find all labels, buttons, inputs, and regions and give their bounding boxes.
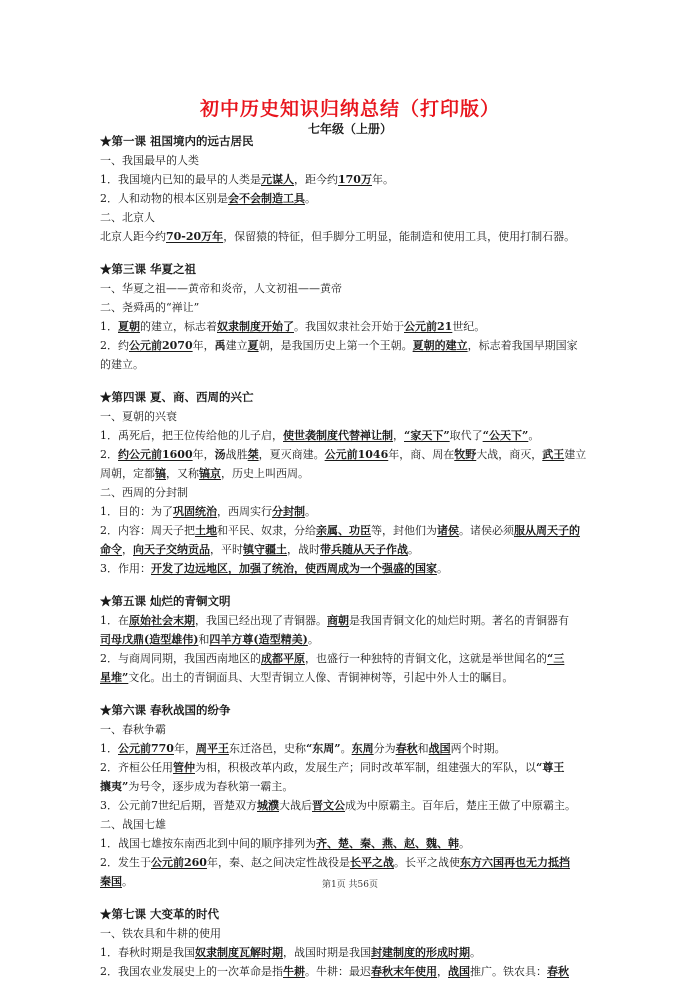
text-line: 1．夏朝的建立，标志着奴隶制度开始了。我国奴隶社会开始于公元前21世纪。 bbox=[100, 320, 486, 333]
document-subtitle: 七年级（上册） bbox=[307, 122, 392, 136]
text-line: 一、我国最早的人类 bbox=[100, 154, 199, 167]
text-line: 二、西周的分封制 bbox=[100, 486, 188, 499]
text-line: 一、夏朝的兴衰 bbox=[100, 410, 177, 423]
text-line: 周朝，定都镐，又称镐京，历史上叫西周。 bbox=[100, 467, 309, 480]
text-line: 3．公元前7世纪后期，晋楚双方城濮大战后晋文公成为中原霸主。百年后，楚庄王做了中原霸主。 bbox=[100, 799, 576, 812]
text-line: 1．春秋时期是我国奴隶制度瓦解时期，战国时期是我国封建制度的形成时期。 bbox=[100, 946, 481, 959]
text-line: 1．目的：为了巩固统治，西周实行分封制。 bbox=[100, 505, 316, 518]
lesson-heading: ★第一课 祖国境内的远古居民 bbox=[100, 134, 254, 148]
text-line: 秦国。 bbox=[100, 875, 133, 888]
text-line: 2．内容：周天子把土地和平民、奴隶，分给亲属、功臣等，封他们为诸侯。诸侯必须服从周天子的 bbox=[100, 524, 580, 537]
section-gap bbox=[100, 578, 640, 592]
lesson-heading: ★第五课 灿烂的青铜文明 bbox=[100, 594, 231, 608]
text-line: 2．约公元前2070年，禹建立夏朝，是我国历史上第一个王朝。夏朝的建立，标志着我国早期国家 bbox=[100, 339, 578, 352]
text-line: 二、北京人 bbox=[100, 211, 155, 224]
text-line: 的建立。 bbox=[100, 358, 144, 371]
lesson-heading: ★第三课 华夏之祖 bbox=[100, 262, 197, 276]
text-line: 2．人和动物的根本区别是会不会制造工具。 bbox=[100, 192, 316, 205]
text-line: 一、铁农具和牛耕的使用 bbox=[100, 927, 221, 940]
section-gap bbox=[100, 246, 640, 260]
page-footer: 第1页 共56页 bbox=[321, 880, 379, 890]
lesson-heading: ★第六课 春秋战国的纷争 bbox=[100, 703, 231, 717]
text-line: 二、战国七雄 bbox=[100, 818, 166, 831]
document-body bbox=[100, 132, 640, 981]
lesson-heading: ★第四课 夏、商、西周的兴亡 bbox=[100, 390, 254, 404]
section-gap bbox=[100, 374, 640, 388]
text-line: 命令，向天子交纳贡品，平时镇守疆土，战时带兵随从天子作战。 bbox=[100, 543, 419, 556]
text-line: 攘夷”为号令，逐步成为春秋第一霸主。 bbox=[100, 780, 294, 793]
section-gap bbox=[100, 891, 640, 905]
text-line: 一、春秋争霸 bbox=[100, 723, 166, 736]
text-line: 1．禹死后，把王位传给他的儿子启，使世袭制度代替禅让制，“家天下”取代了“公天下”。 bbox=[100, 429, 540, 442]
text-line: 2．与商周同期，我国西南地区的成都平原，也盛行一种独特的青铜文化，这就是举世闻名的“三 bbox=[100, 652, 565, 665]
text-line: 一、华夏之祖——黄帝和炎帝，人文初祖——黄帝 bbox=[100, 282, 342, 295]
text-line: 1．在原始社会末期，我国已经出现了青铜器。商朝是我国青铜文化的灿烂时期。著名的青铜器有 bbox=[100, 614, 569, 627]
text-line: 1．我国境内已知的最早的人类是元谋人，距今约170万年。 bbox=[100, 173, 394, 186]
text-line: 2．齐桓公任用管仲为相，积极改革内政，发展生产；同时改革军制，组建强大的军队，以“尊王 bbox=[100, 761, 565, 774]
text-line: 1．战国七雄按东南西北到中间的顺序排列为齐、楚、秦、燕、赵、魏、韩。 bbox=[100, 837, 470, 850]
text-line: 1．公元前770年，周平王东迁洛邑，史称“东周”。东周分为春秋和战国两个时期。 bbox=[100, 742, 506, 755]
text-line: 北京人距今约70-20万年，保留猿的特征，但手脚分工明显，能制造和使用工具，使用打制石器。 bbox=[100, 230, 576, 243]
lesson-heading: ★第七课 大变革的时代 bbox=[100, 907, 220, 921]
text-line: 2．约公元前1600年，汤战胜桀，夏灭商建。公元前1046年，商、周在牧野大战，商灭，武王建立 bbox=[100, 448, 587, 461]
text-line: 2．发生于公元前260年，秦、赵之间决定性战役是长平之战。长平之战使东方六国再也无力抵挡 bbox=[100, 856, 570, 869]
text-line: 星堆”文化。出土的青铜面具、大型青铜立人像、青铜神树等，引起中外人士的瞩目。 bbox=[100, 671, 514, 684]
document-title: 初中历史知识归纳总结（打印版） bbox=[199, 98, 500, 120]
text-line: 2．我国农业发展史上的一次革命是指牛耕。牛耕：最迟春秋末年使用，战国推广。铁农具：春秋 bbox=[100, 965, 569, 978]
text-line: 3．作用：开发了边远地区，加强了统治，使西周成为一个强盛的国家。 bbox=[100, 562, 448, 575]
text-line: 司母戊鼎(造型雄伟)和四羊方尊(造型精美)。 bbox=[100, 633, 319, 646]
section-gap bbox=[100, 687, 640, 701]
text-line: 二、尧舜禹的“禅让” bbox=[100, 301, 200, 314]
